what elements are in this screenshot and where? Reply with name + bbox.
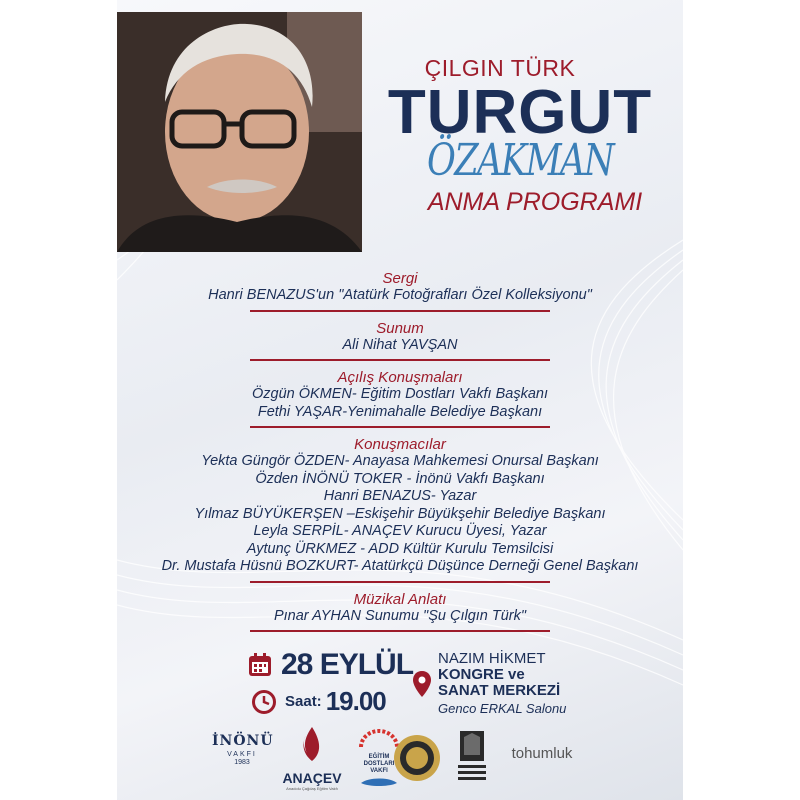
inonu-logo-year: 1983 [234,759,250,766]
section-line: Leyla SERPİL- ANAÇEV Kurucu Üyesi, Yazar [253,523,547,539]
section-line: Özden İNÖNÜ TOKER - İnönü Vakfı Başkanı [255,470,545,487]
egitim-logo-line-3: VAKFI [370,768,388,774]
section-title: Konuşmacılar [354,436,446,453]
tohumluk-logo [507,745,577,762]
divider [250,630,550,632]
inonu-logo-sub: VAKFI [227,751,257,758]
map-pin-icon [412,670,432,698]
time-label: Saat: [285,693,322,710]
section-line: Yılmaz BÜYÜKERŞEN –Eskişehir Büyükşehir Belediye Başkanı [194,505,606,522]
venue-line-3: SANAT MERKEZİ [438,682,561,699]
section-muzikal [117,591,683,626]
supertitle: ÇILGIN TÜRK [424,55,576,81]
venue-line-2: KONGRE ve [438,666,525,683]
clock-icon [251,689,277,715]
poster [117,0,683,800]
event-date: 28 EYLÜL [281,648,414,681]
tohumluk-logo-name: tohumluk [511,745,573,762]
section-title: Sergi [382,270,418,287]
section-line: Aytunç ÜRKMEZ - ADD Kültür Kurulu Temsilcisi [246,540,554,557]
section-title: Müzikal Anlatı [353,590,447,608]
divider [250,310,550,312]
section-line: Fethi YAŞAR-Yenimahalle Belediye Başkanı [257,403,543,420]
egitim-logo-line-2: DOSTLARI [363,761,395,767]
venue-block [412,650,566,716]
agenda [117,270,683,640]
section-line: Ali Nihat YAVŞAN [342,336,458,353]
divider [250,581,550,583]
section-title: Açılış Konuşmaları [337,369,463,386]
section-konusmacilar [117,436,683,576]
venue-line-4: Genco ERKAL Salonu [438,701,567,716]
anacev-logo-name: ANAÇEV [282,770,342,786]
divider [250,359,550,361]
section-sergi [117,270,683,305]
add-dernek-logo [452,727,492,785]
calendar-icon [247,652,273,678]
inonu-vakfi-logo [212,733,272,766]
event-time: 19.00 [325,686,386,716]
section-line: Yekta Güngör ÖZDEN- Anayasa Mahkemesi Onursal Başkanı [201,453,599,469]
section-sunum [117,320,683,355]
program-title: ANMA PROGRAMI [427,188,643,216]
section-title: Sunum [376,319,424,337]
time-row [251,686,413,717]
egitim-logo-line-1: EĞİTİM [368,754,390,760]
header-block [365,55,675,217]
inonu-logo-name: İNÖNÜ [212,733,274,749]
sponsor-logos [117,725,683,795]
section-line: Hanri BENAZUS- Yazar [323,488,477,504]
anacev-logo [277,725,347,791]
portrait-photo [117,12,362,252]
section-line: Dr. Mustafa Hüsnü BOZKURT- Atatürkçü Düşünce Derneği Genel Başkanı [161,558,639,574]
municipality-seal-logo [392,733,442,783]
section-line: Özgün ÖKMEN- Eğitim Dostları Vakfı Başkanı [251,386,548,402]
section-line: Hanri BENAZUS'un "Atatürk Fotoğrafları Özel Kolleksiyonu" [208,287,592,303]
anacev-flame-icon [297,725,327,765]
date-row [247,648,413,682]
name-last: ÖZAKMAN [426,135,614,186]
section-acilis [117,369,683,421]
date-time-block [247,648,413,717]
section-line: Pınar AYHAN Sunumu "Şu Çılgın Türk" [273,607,527,624]
divider [250,426,550,428]
venue-line-1: NAZIM HİKMET [438,650,546,667]
anacev-logo-sub: Anadolu Çağdaş Eğitim Vakfı [286,786,338,791]
venue-text [438,650,566,716]
name-first: TURGUT [387,78,653,147]
